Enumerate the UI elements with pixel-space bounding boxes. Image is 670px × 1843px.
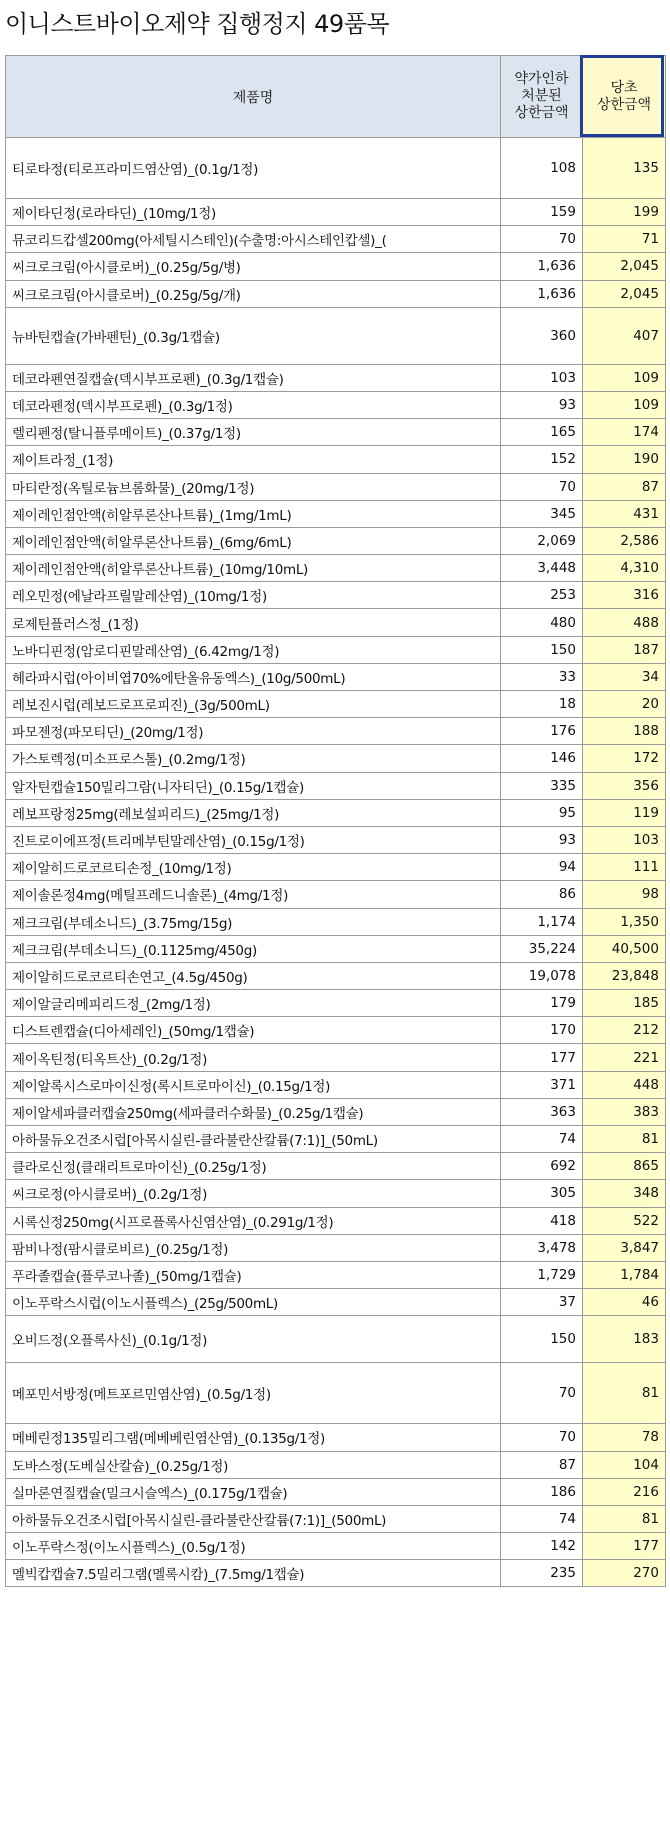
header-original-line: 당초 — [610, 79, 638, 96]
product-name-cell: 파모젠정(파모티딘)_(20mg/1정) — [6, 718, 501, 745]
original-price-cell: 34 — [583, 663, 666, 690]
table-row — [6, 1261, 666, 1288]
table-row — [6, 745, 666, 772]
table-row — [6, 1505, 666, 1532]
table-row — [6, 990, 666, 1017]
table-row — [6, 609, 666, 636]
product-name-cell: 제이레인점안액(히알루론산나트륨)_(6mg/6mL) — [6, 527, 501, 554]
reduced-price-cell: 70 — [501, 473, 583, 500]
product-name-cell: 씨크로정(아시클로버)_(0.2g/1정) — [6, 1180, 501, 1207]
product-name-cell: 제이알세파클러캡슐250mg(세파클러수화물)_(0.25g/1캡슐) — [6, 1098, 501, 1125]
reduced-price-cell: 74 — [501, 1126, 583, 1153]
price-table — [5, 55, 666, 1587]
original-price-cell: 81 — [583, 1363, 666, 1424]
product-name-cell: 뉴바틴캡슐(가바펜틴)_(0.3g/1캡슐) — [6, 307, 501, 364]
header-original-line: 상한금액 — [596, 96, 652, 113]
original-price-cell: 4,310 — [583, 555, 666, 582]
reduced-price-cell: 305 — [501, 1180, 583, 1207]
product-name-cell: 제이레인점안액(히알루론산나트륨)_(10mg/10mL) — [6, 555, 501, 582]
table-row — [6, 280, 666, 307]
product-name-cell: 도바스정(도베실산칼슘)_(0.25g/1정) — [6, 1451, 501, 1478]
table-row — [6, 1289, 666, 1316]
original-price-cell: 135 — [583, 138, 666, 199]
reduced-price-cell: 3,478 — [501, 1234, 583, 1261]
product-name-cell: 제크크림(부데소니드)_(3.75mg/15g) — [6, 908, 501, 935]
table-row — [6, 1533, 666, 1560]
original-price-cell: 270 — [583, 1560, 666, 1587]
product-name-cell: 로제틴플러스정_(1정) — [6, 609, 501, 636]
table-row — [6, 1234, 666, 1261]
reduced-price-cell: 103 — [501, 364, 583, 391]
table-row — [6, 962, 666, 989]
original-price-cell: 119 — [583, 799, 666, 826]
original-price-cell: 383 — [583, 1098, 666, 1125]
reduced-price-cell: 186 — [501, 1478, 583, 1505]
original-price-cell: 356 — [583, 772, 666, 799]
table-row — [6, 199, 666, 226]
reduced-price-cell: 37 — [501, 1289, 583, 1316]
original-price-cell: 2,586 — [583, 527, 666, 554]
original-price-cell: 407 — [583, 307, 666, 364]
original-price-cell: 190 — [583, 446, 666, 473]
original-price-cell: 183 — [583, 1316, 666, 1363]
reduced-price-cell: 1,636 — [501, 280, 583, 307]
table-row — [6, 772, 666, 799]
table-row — [6, 799, 666, 826]
reduced-price-cell: 176 — [501, 718, 583, 745]
header-product-name: 제품명 — [6, 56, 501, 138]
table-row — [6, 1207, 666, 1234]
product-name-cell: 제이타딘정(로라타딘)_(10mg/1정) — [6, 199, 501, 226]
reduced-price-cell: 418 — [501, 1207, 583, 1234]
original-price-cell: 40,500 — [583, 935, 666, 962]
reduced-price-cell: 1,636 — [501, 253, 583, 280]
reduced-price-cell: 480 — [501, 609, 583, 636]
product-name-cell: 클라로신정(클래리트로마이신)_(0.25g/1정) — [6, 1153, 501, 1180]
header-reduced-line: 상한금액 — [514, 105, 569, 121]
reduced-price-cell: 18 — [501, 691, 583, 718]
original-price-cell: 104 — [583, 1451, 666, 1478]
table-row — [6, 881, 666, 908]
table-row — [6, 1126, 666, 1153]
original-price-cell: 109 — [583, 364, 666, 391]
original-price-cell: 3,847 — [583, 1234, 666, 1261]
table-row — [6, 1153, 666, 1180]
product-name-cell: 렐리펜정(탈니플루메이트)_(0.37g/1정) — [6, 419, 501, 446]
table-row — [6, 419, 666, 446]
product-name-cell: 가스토렉정(미소프로스톨)_(0.2mg/1정) — [6, 745, 501, 772]
product-name-cell: 제이알글리메피리드정_(2mg/1정) — [6, 990, 501, 1017]
page-title: 이니스트바이오제약 집행정지 49품목 — [5, 10, 390, 38]
reduced-price-cell: 19,078 — [501, 962, 583, 989]
table-row — [6, 446, 666, 473]
table-row — [6, 1451, 666, 1478]
reduced-price-cell: 152 — [501, 446, 583, 473]
original-price-cell: 488 — [583, 609, 666, 636]
product-name-cell: 제이옥틴정(티옥트산)_(0.2g/1정) — [6, 1044, 501, 1071]
table-row — [6, 663, 666, 690]
original-price-cell: 111 — [583, 854, 666, 881]
reduced-price-cell: 2,069 — [501, 527, 583, 554]
reduced-price-cell: 70 — [501, 1424, 583, 1451]
table-row — [6, 826, 666, 853]
reduced-price-cell: 363 — [501, 1098, 583, 1125]
product-name-cell: 레보프랑정25mg(레보설피리드)_(25mg/1정) — [6, 799, 501, 826]
original-price-cell: 81 — [583, 1505, 666, 1532]
table-row — [6, 1316, 666, 1363]
table-row — [6, 307, 666, 364]
table-body — [6, 138, 666, 1587]
product-name-cell: 뮤코리드캅셀200mg(아세틸시스테인)(수출명:아시스테인캅셀)_( — [6, 226, 501, 253]
original-price-cell: 177 — [583, 1533, 666, 1560]
reduced-price-cell: 33 — [501, 663, 583, 690]
product-name-cell: 씨크로크림(아시클로버)_(0.25g/5g/개) — [6, 280, 501, 307]
original-price-cell: 316 — [583, 582, 666, 609]
product-name-cell: 제이솔론정4mg(메틸프레드니솔론)_(4mg/1정) — [6, 881, 501, 908]
header-reduced-price — [501, 56, 583, 138]
original-price-cell: 212 — [583, 1017, 666, 1044]
reduced-price-cell: 159 — [501, 199, 583, 226]
original-price-cell: 865 — [583, 1153, 666, 1180]
reduced-price-cell: 170 — [501, 1017, 583, 1044]
table-row — [6, 718, 666, 745]
original-price-cell: 78 — [583, 1424, 666, 1451]
reduced-price-cell: 235 — [501, 1560, 583, 1587]
reduced-price-cell: 93 — [501, 391, 583, 418]
header-reduced-line: 처분된 — [521, 88, 562, 104]
table-row — [6, 691, 666, 718]
table-row — [6, 391, 666, 418]
product-name-cell: 아하물듀오건조시럽[아목시실린-클라불란산칼륨(7:1)]_(500mL) — [6, 1505, 501, 1532]
original-price-cell: 185 — [583, 990, 666, 1017]
reduced-price-cell: 165 — [501, 419, 583, 446]
original-price-cell: 174 — [583, 419, 666, 446]
original-price-cell: 109 — [583, 391, 666, 418]
header-original-price — [583, 56, 666, 138]
original-price-cell: 188 — [583, 718, 666, 745]
reduced-price-cell: 142 — [501, 1533, 583, 1560]
table-row — [6, 527, 666, 554]
reduced-price-cell: 70 — [501, 226, 583, 253]
original-price-cell: 1,784 — [583, 1261, 666, 1288]
table-row — [6, 1071, 666, 1098]
original-price-cell: 448 — [583, 1071, 666, 1098]
table-row — [6, 1098, 666, 1125]
table-row — [6, 226, 666, 253]
original-price-cell: 1,350 — [583, 908, 666, 935]
reduced-price-cell: 87 — [501, 1451, 583, 1478]
table-row — [6, 500, 666, 527]
table-row — [6, 854, 666, 881]
table-row — [6, 1363, 666, 1424]
product-name-cell: 아하물듀오건조시럽[아목시실린-클라불란산칼륨(7:1)]_(50mL) — [6, 1126, 501, 1153]
original-price-cell: 46 — [583, 1289, 666, 1316]
reduced-price-cell: 70 — [501, 1363, 583, 1424]
product-name-cell: 팜비나정(팜시클로비르)_(0.25g/1정) — [6, 1234, 501, 1261]
reduced-price-cell: 150 — [501, 1316, 583, 1363]
original-price-cell: 20 — [583, 691, 666, 718]
table-row — [6, 636, 666, 663]
original-price-cell: 2,045 — [583, 253, 666, 280]
reduced-price-cell: 86 — [501, 881, 583, 908]
original-price-cell: 103 — [583, 826, 666, 853]
reduced-price-cell: 93 — [501, 826, 583, 853]
table-row — [6, 582, 666, 609]
table-row — [6, 908, 666, 935]
reduced-price-cell: 371 — [501, 1071, 583, 1098]
reduced-price-cell: 253 — [501, 582, 583, 609]
product-name-cell: 시록신정250mg(시프로플록사신염산염)_(0.291g/1정) — [6, 1207, 501, 1234]
table-row — [6, 1017, 666, 1044]
reduced-price-cell: 692 — [501, 1153, 583, 1180]
reduced-price-cell: 74 — [501, 1505, 583, 1532]
original-price-cell: 187 — [583, 636, 666, 663]
original-price-cell: 87 — [583, 473, 666, 500]
original-price-cell: 23,848 — [583, 962, 666, 989]
product-name-cell: 디스트렌캡슐(디아세레인)_(50mg/1캡슐) — [6, 1017, 501, 1044]
original-price-cell: 81 — [583, 1126, 666, 1153]
original-price-cell: 348 — [583, 1180, 666, 1207]
table-row — [6, 555, 666, 582]
product-name-cell: 데코라펜연질캡슐(덱시부프로펜)_(0.3g/1캡슐) — [6, 364, 501, 391]
table-row — [6, 253, 666, 280]
product-name-cell: 노바디핀정(암로디핀말레산염)_(6.42mg/1정) — [6, 636, 501, 663]
original-price-cell: 431 — [583, 500, 666, 527]
product-name-cell: 제크크림(부데소니드)_(0.1125mg/450g) — [6, 935, 501, 962]
reduced-price-cell: 3,448 — [501, 555, 583, 582]
product-name-cell: 씨크로크림(아시클로버)_(0.25g/5g/병) — [6, 253, 501, 280]
original-price-cell: 221 — [583, 1044, 666, 1071]
header-reduced-line: 약가인하 — [514, 71, 569, 87]
table-row — [6, 935, 666, 962]
original-price-cell: 71 — [583, 226, 666, 253]
table-row — [6, 1478, 666, 1505]
reduced-price-cell: 95 — [501, 799, 583, 826]
original-price-cell: 2,045 — [583, 280, 666, 307]
table-row — [6, 1424, 666, 1451]
header-row — [6, 56, 666, 138]
product-name-cell: 메베린정135밀리그램(메베베린염산염)_(0.135g/1정) — [6, 1424, 501, 1451]
original-price-cell: 216 — [583, 1478, 666, 1505]
product-name-cell: 마티란정(옥틸로늄브롬화물)_(20mg/1정) — [6, 473, 501, 500]
reduced-price-cell: 1,729 — [501, 1261, 583, 1288]
product-name-cell: 데코라펜정(덱시부프로펜)_(0.3g/1정) — [6, 391, 501, 418]
product-name-cell: 실마론연질캡슐(밀크시슬엑스)_(0.175g/1캡슐) — [6, 1478, 501, 1505]
product-name-cell: 헤라파시럽(아이비엽70%에탄올유동엑스)_(10g/500mL) — [6, 663, 501, 690]
product-name-cell: 제이알히드로코르티손연고_(4.5g/450g) — [6, 962, 501, 989]
product-name-cell: 티로타정(티로프라미드염산염)_(0.1g/1정) — [6, 138, 501, 199]
table-row — [6, 473, 666, 500]
table-row — [6, 1180, 666, 1207]
reduced-price-cell: 108 — [501, 138, 583, 199]
table-row — [6, 138, 666, 199]
table-row — [6, 1560, 666, 1587]
reduced-price-cell: 360 — [501, 307, 583, 364]
product-name-cell: 오비드정(오플록사신)_(0.1g/1정) — [6, 1316, 501, 1363]
reduced-price-cell: 1,174 — [501, 908, 583, 935]
product-name-cell: 알자틴캡슐150밀리그람(니자티딘)_(0.15g/1캡슐) — [6, 772, 501, 799]
reduced-price-cell: 150 — [501, 636, 583, 663]
product-name-cell: 멜빅캅캡슐7.5밀리그램(멜록시캄)_(7.5mg/1캡슐) — [6, 1560, 501, 1587]
product-name-cell: 제이알히드로코르티손정_(10mg/1정) — [6, 854, 501, 881]
reduced-price-cell: 94 — [501, 854, 583, 881]
original-price-cell: 172 — [583, 745, 666, 772]
reduced-price-cell: 35,224 — [501, 935, 583, 962]
original-price-cell: 98 — [583, 881, 666, 908]
reduced-price-cell: 177 — [501, 1044, 583, 1071]
product-name-cell: 레오민정(에날라프릴말레산염)_(10mg/1정) — [6, 582, 501, 609]
product-name-cell: 이노푸락스시럽(이노시플렉스)_(25g/500mL) — [6, 1289, 501, 1316]
reduced-price-cell: 345 — [501, 500, 583, 527]
reduced-price-cell: 335 — [501, 772, 583, 799]
product-name-cell: 진트로이에프정(트리메부틴말레산염)_(0.15g/1정) — [6, 826, 501, 853]
product-name-cell: 제이트라정_(1정) — [6, 446, 501, 473]
original-price-cell: 522 — [583, 1207, 666, 1234]
product-name-cell: 이노푸락스정(이노시플렉스)_(0.5g/1정) — [6, 1533, 501, 1560]
table-row — [6, 364, 666, 391]
original-price-cell: 199 — [583, 199, 666, 226]
reduced-price-cell: 146 — [501, 745, 583, 772]
product-name-cell: 레보진시럽(레보드로프로피진)_(3g/500mL) — [6, 691, 501, 718]
product-name-cell: 푸라졸캡슐(플루코나졸)_(50mg/1캡슐) — [6, 1261, 501, 1288]
table-row — [6, 1044, 666, 1071]
reduced-price-cell: 179 — [501, 990, 583, 1017]
product-name-cell: 메포민서방정(메트포르민염산염)_(0.5g/1정) — [6, 1363, 501, 1424]
product-name-cell: 제이레인점안액(히알루론산나트륨)_(1mg/1mL) — [6, 500, 501, 527]
product-name-cell: 제이알록시스로마이신정(록시트로마이신)_(0.15g/1정) — [6, 1071, 501, 1098]
